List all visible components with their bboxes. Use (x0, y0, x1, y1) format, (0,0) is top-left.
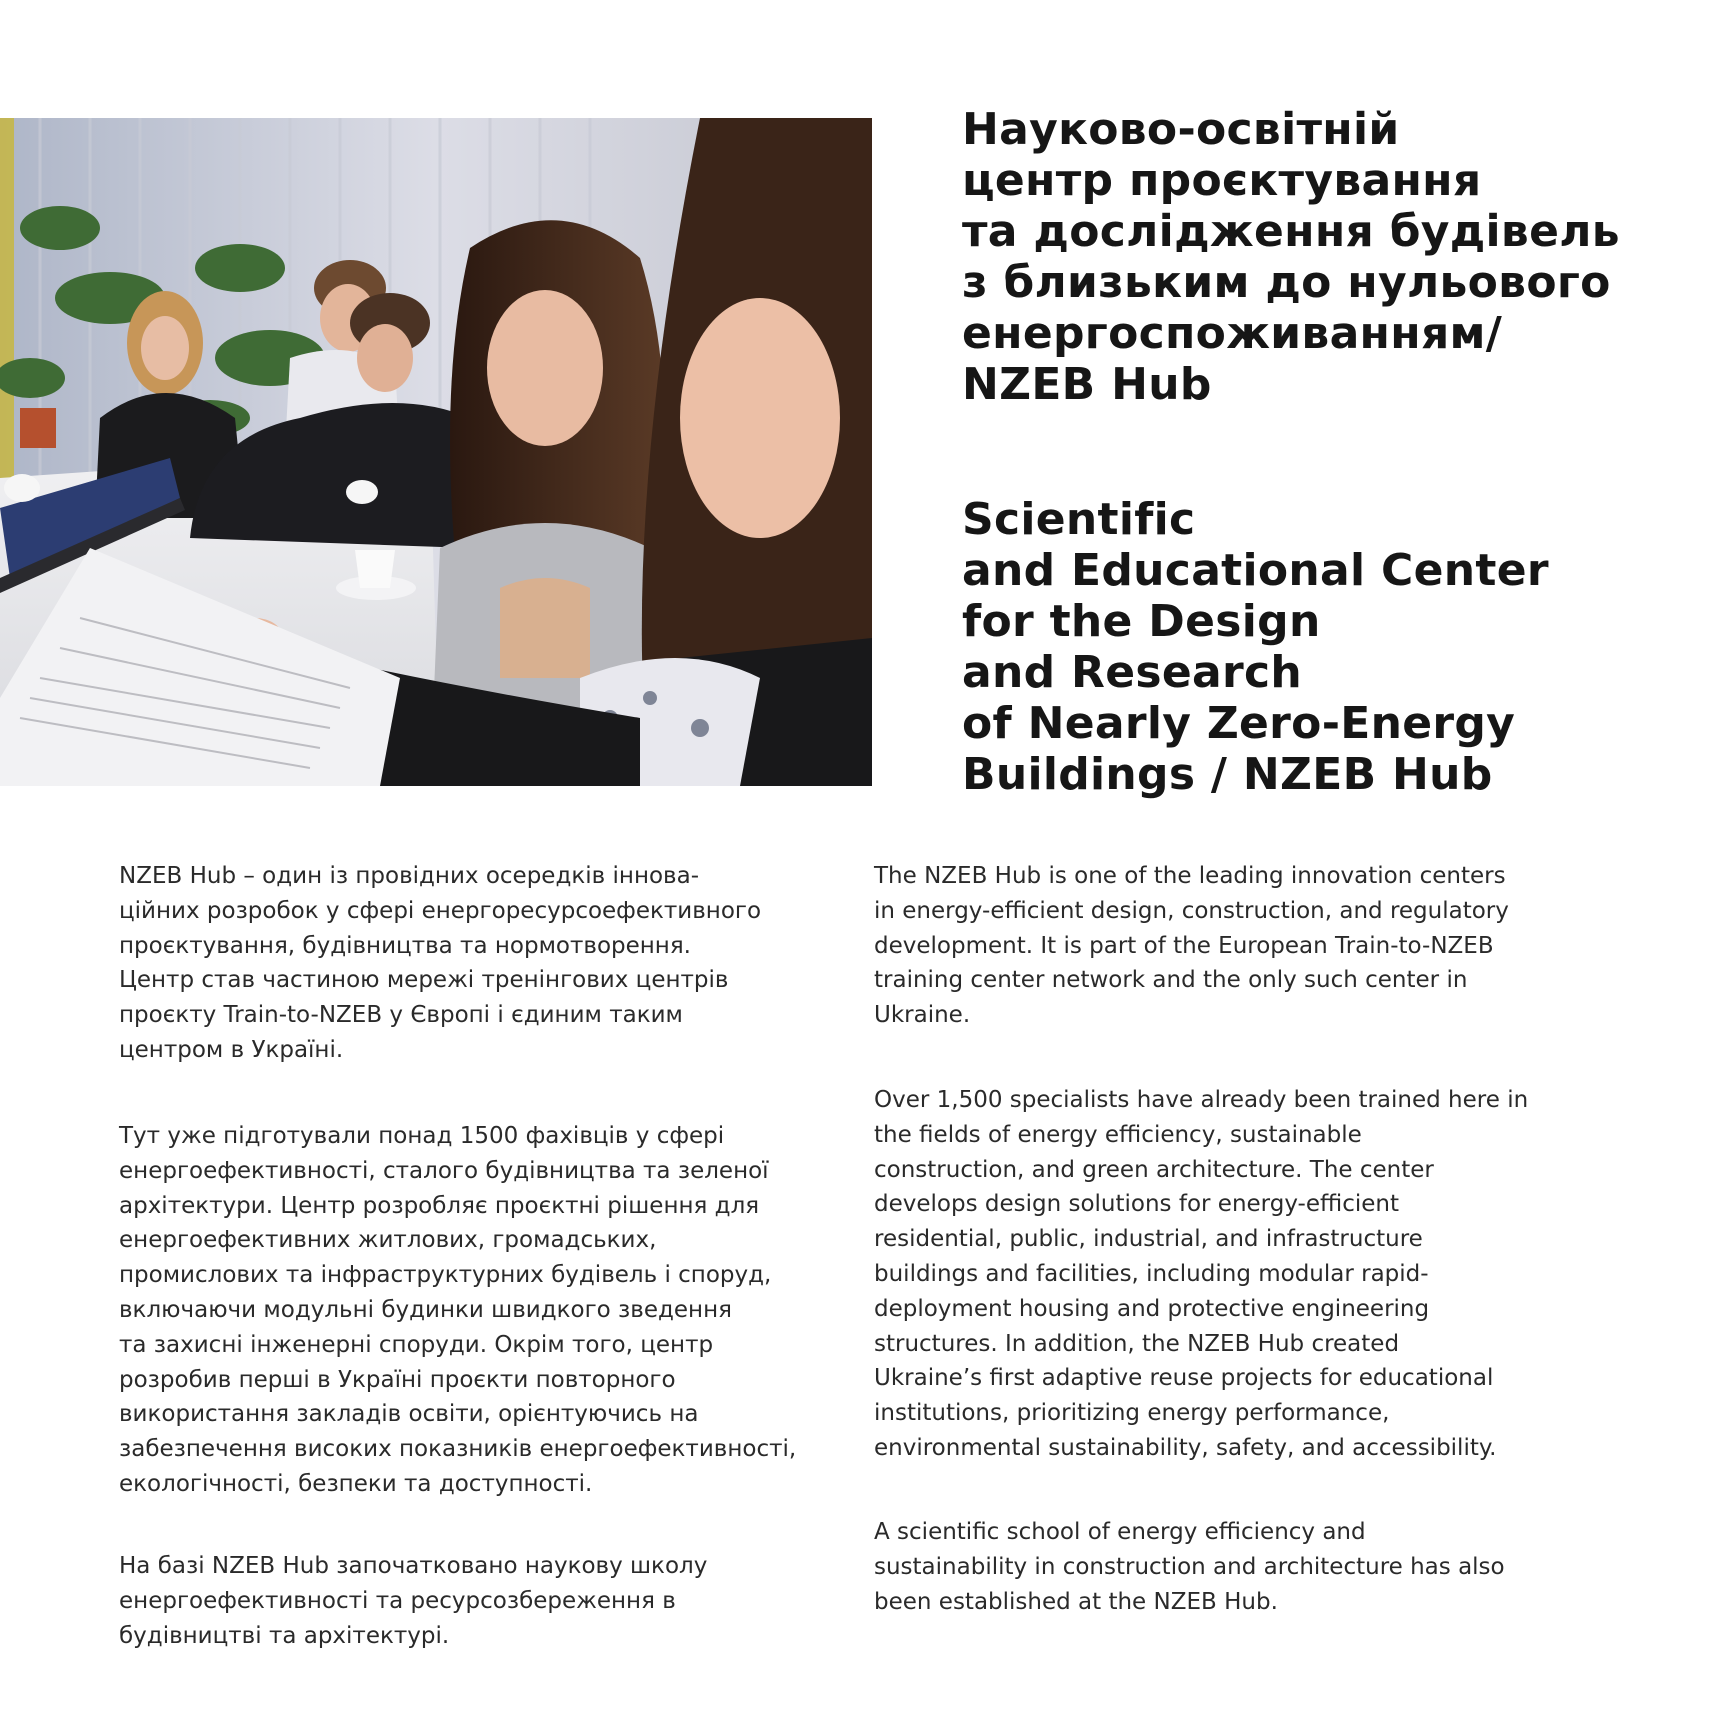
heading-ukrainian: Науково-освітній центр проєктування та дослідження будівель з близьким до нульового енергоспоживанням/ NZEB Hub (962, 104, 1620, 410)
body-en-paragraph-1: The NZEB Hub is one of the leading innovation centers in energy-efficient design, construction, and regulatory development. It is part of the European Train-to-NZEB training center network and the only such center in Ukraine. (874, 863, 1509, 1029)
body-ua-paragraph-3: На базі NZEB Hub започатковано наукову школу енергоефективності та ресурсозбереження в будівництві та архітектурі. (119, 1553, 708, 1649)
photo-illustration (0, 118, 872, 786)
body-en-paragraph-3: A scientific school of energy efficiency and sustainability in construction and architecture has also been established at the NZEB Hub. (874, 1519, 1505, 1615)
body-ua-paragraph-1: NZEB Hub – один із провідних осередків іннова- ційних розробок у сфері енергоресурсоефективного проєктування, будівництва та нормотворення. Центр став частиною мережі тренінгових центрів проєкту Train-to-NZEB у Європі і єдиним таким центром в Україні. (119, 863, 762, 1063)
body-ua-paragraph-2: Тут уже підготували понад 1500 фахівців у сфері енергоефективності, сталого будівництва та зеленої архітектури. Центр розробляє проєктні рішення для енергоефективних житлових, громадських, промислових та інфраструктурних будівель і споруд, включаючи модульні будинки швидкого зведення та захисні інженерні споруди. Окрім того, центр розробив перші в Україні проєкти повторного використання закладів освіти, орієнтуючись на забезпечення високих показників енергоефективності, екологічності, безпеки та доступності. (119, 1123, 797, 1497)
photo-students-reading (0, 118, 872, 786)
heading-english: Scientific and Educational Center for the Design and Research of Nearly Zero-Energy Buildings / NZEB Hub (962, 494, 1549, 800)
body-en-paragraph-2: Over 1,500 specialists have already been trained here in the fields of energy efficiency, sustainable construction, and green architecture. The center develops design solutions for energy-efficient residential, public, industrial, and infrastructure buildings and facilities, including modular rapid- deployment housing and protective engineering structures. In addition, the NZEB Hub created Ukraine’s first adaptive reuse projects for educational institutions, prioritizing energy performance, environmental sustainability, safety, and accessibility. (874, 1087, 1529, 1461)
